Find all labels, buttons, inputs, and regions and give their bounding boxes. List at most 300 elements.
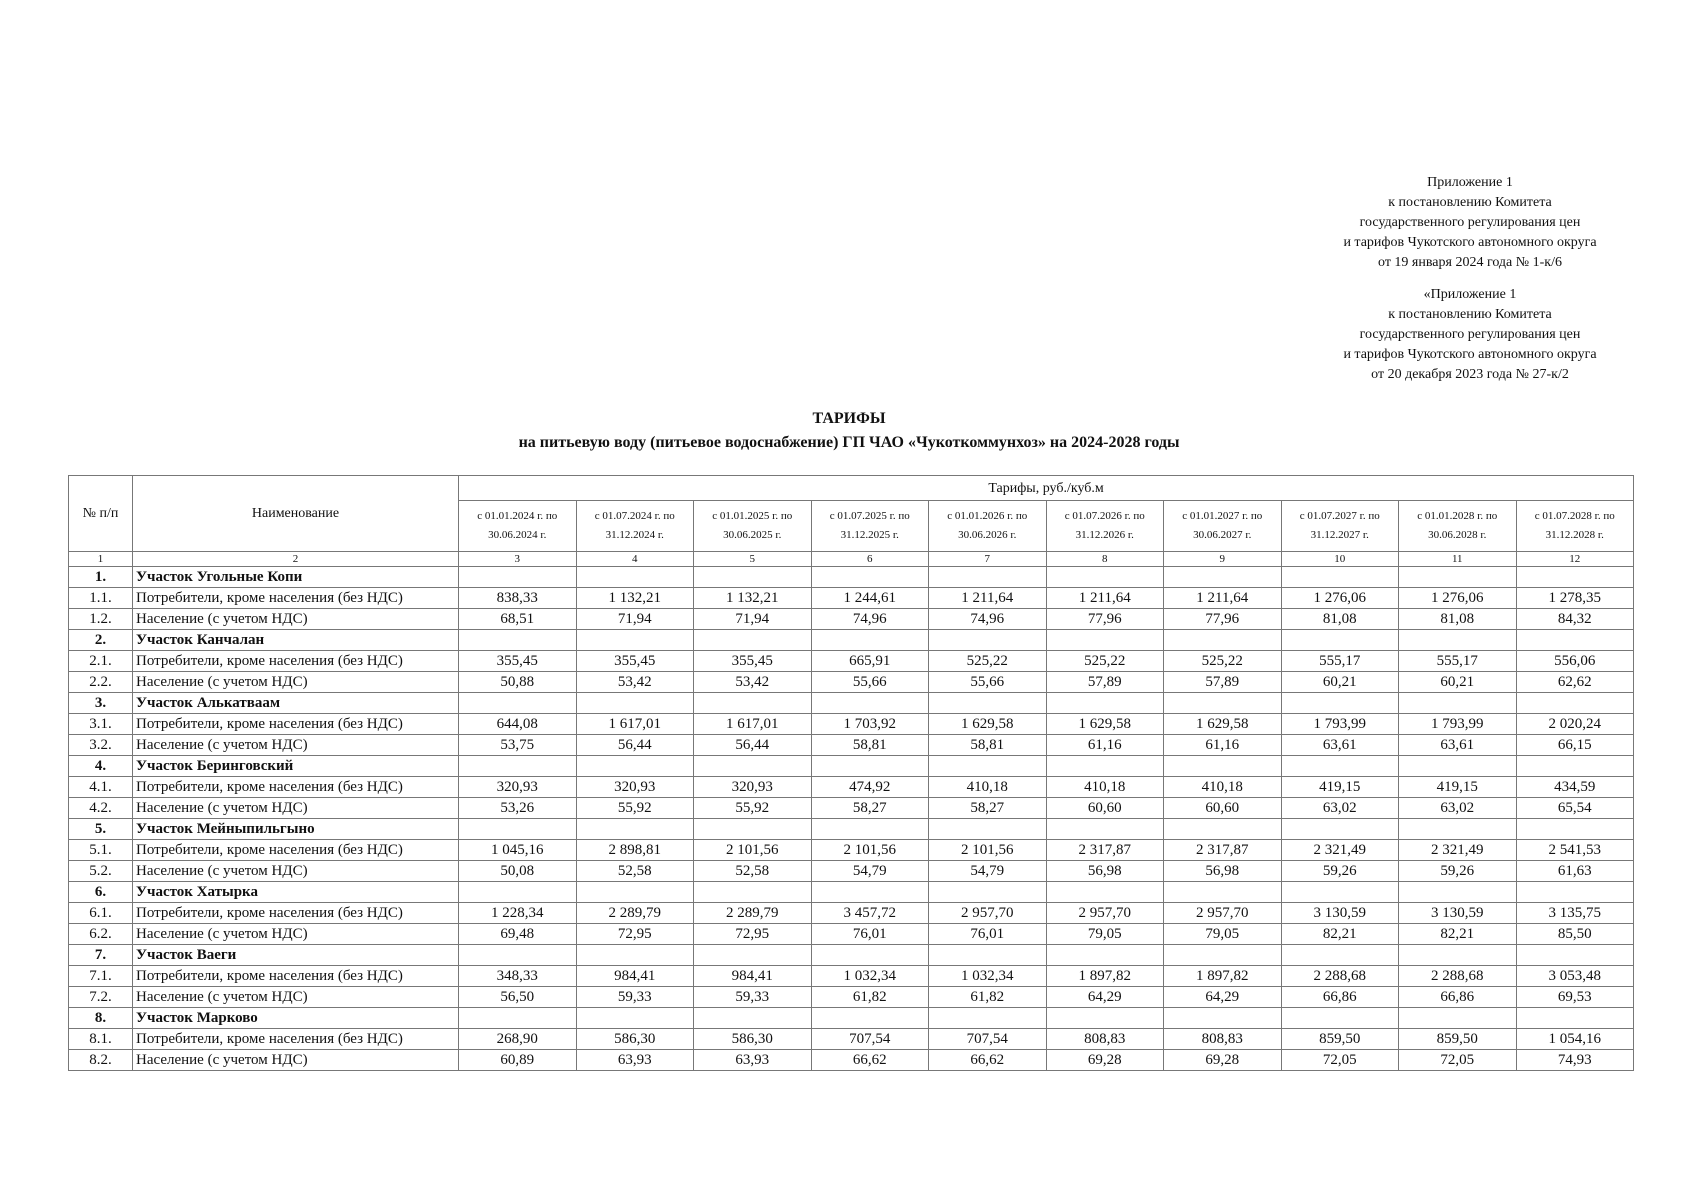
section-empty-cell [576,819,694,840]
tariff-value: 74,96 [929,609,1047,630]
table-row [69,777,1634,798]
tariff-value: 2 101,56 [811,840,929,861]
tariff-value: 66,62 [929,1050,1047,1071]
tariff-value: 55,92 [576,798,694,819]
tariff-value: 2 288,68 [1399,966,1517,987]
section-empty-cell [1046,819,1164,840]
tariff-value: 320,93 [694,777,812,798]
row-number: 5.2. [69,861,133,882]
section-empty-cell [929,882,1047,903]
table-row [69,714,1634,735]
tariff-value: 1 045,16 [459,840,577,861]
section-empty-cell [1164,693,1282,714]
section-name: Участок Угольные Копи [133,567,459,588]
section-number: 4. [69,756,133,777]
tariff-value: 410,18 [1164,777,1282,798]
column-number-1: 1 [69,552,133,567]
tariff-value: 2 101,56 [694,840,812,861]
tariff-value: 58,81 [811,735,929,756]
section-empty-cell [929,756,1047,777]
annex-current-line-2: к постановлению Комитета [1388,195,1552,210]
tariff-value: 66,15 [1516,735,1634,756]
tariff-value: 82,21 [1399,924,1517,945]
section-empty-cell [929,819,1047,840]
row-number: 4.1. [69,777,133,798]
tariff-value: 838,33 [459,588,577,609]
section-empty-cell [1516,630,1634,651]
row-number: 8.2. [69,1050,133,1071]
section-empty-cell [1046,1008,1164,1029]
table-row [69,1029,1634,1050]
row-name: Население (с учетом НДС) [133,735,459,756]
tariff-value: 586,30 [576,1029,694,1050]
tariff-value: 82,21 [1281,924,1399,945]
tariff-value: 3 130,59 [1281,903,1399,924]
tariff-value: 320,93 [576,777,694,798]
row-number: 8.1. [69,1029,133,1050]
row-name: Население (с учетом НДС) [133,609,459,630]
section-empty-cell [1046,945,1164,966]
tariff-value: 57,89 [1046,672,1164,693]
tariff-value: 1 032,34 [811,966,929,987]
section-name: Участок Канчалан [133,630,459,651]
section-number: 1. [69,567,133,588]
section-empty-cell [1281,1008,1399,1029]
row-number: 5.1. [69,840,133,861]
section-empty-cell [1281,693,1399,714]
section-row [69,630,1634,651]
column-number-4: 4 [576,552,694,567]
tariff-value: 81,08 [1399,609,1517,630]
tariff-value: 58,81 [929,735,1047,756]
section-name: Участок Мейныпильгыно [133,819,459,840]
tariff-value: 71,94 [576,609,694,630]
tariffs-table [68,475,1634,1071]
section-empty-cell [1164,567,1282,588]
tariff-value: 84,32 [1516,609,1634,630]
tariff-value: 76,01 [811,924,929,945]
annex-previous-line-3: государственного регулирования цен [1359,327,1581,342]
column-number-3: 3 [459,552,577,567]
tariff-value: 66,62 [811,1050,929,1071]
table-row [69,609,1634,630]
section-empty-cell [576,1008,694,1029]
tariff-value: 984,41 [576,966,694,987]
section-row [69,945,1634,966]
tariff-value: 61,16 [1164,735,1282,756]
section-empty-cell [1281,756,1399,777]
tariff-value: 1 211,64 [1164,588,1282,609]
row-name: Потребители, кроме населения (без НДС) [133,903,459,924]
tariff-value: 2 957,70 [1164,903,1282,924]
tariff-value: 2 317,87 [1164,840,1282,861]
column-number-6: 6 [811,552,929,567]
section-empty-cell [1399,945,1517,966]
tariff-value: 1 276,06 [1281,588,1399,609]
tariff-value: 1 211,64 [1046,588,1164,609]
tariff-value: 66,86 [1281,987,1399,1008]
row-name: Потребители, кроме населения (без НДС) [133,588,459,609]
tariff-value: 419,15 [1281,777,1399,798]
tariff-value: 2 020,24 [1516,714,1634,735]
section-empty-cell [459,1008,577,1029]
section-empty-cell [1281,630,1399,651]
section-empty-cell [1399,567,1517,588]
tariff-value: 52,58 [576,861,694,882]
section-empty-cell [811,1008,929,1029]
tariff-value: 555,17 [1399,651,1517,672]
row-name: Население (с учетом НДС) [133,798,459,819]
section-empty-cell [1281,567,1399,588]
tariff-value: 2 288,68 [1281,966,1399,987]
section-empty-cell [1046,756,1164,777]
section-empty-cell [811,756,929,777]
tariff-value: 54,79 [811,861,929,882]
section-empty-cell [1399,882,1517,903]
tariff-value: 1 278,35 [1516,588,1634,609]
tariff-value: 2 321,49 [1281,840,1399,861]
tariff-value: 53,42 [576,672,694,693]
table-row [69,651,1634,672]
row-number: 1.2. [69,609,133,630]
tariff-value: 1 617,01 [694,714,812,735]
section-empty-cell [1516,945,1634,966]
tariff-value: 63,02 [1399,798,1517,819]
section-name: Участок Ваеги [133,945,459,966]
tariff-value: 63,93 [576,1050,694,1071]
column-number-11: 11 [1399,552,1517,567]
tariff-value: 59,33 [694,987,812,1008]
tariff-value: 77,96 [1164,609,1282,630]
section-number: 8. [69,1008,133,1029]
section-empty-cell [1164,882,1282,903]
section-empty-cell [1516,819,1634,840]
tariff-value: 52,58 [694,861,812,882]
tariff-value: 1 211,64 [929,588,1047,609]
tariff-value: 419,15 [1399,777,1517,798]
tariff-value: 1 228,34 [459,903,577,924]
tariff-value: 72,95 [576,924,694,945]
tariff-value: 63,02 [1281,798,1399,819]
table-row [69,672,1634,693]
header-period-5: с 01.01.2026 г. по 30.06.2026 г. [929,501,1047,552]
section-row [69,819,1634,840]
table-body [69,567,1634,1071]
tariff-value: 268,90 [459,1029,577,1050]
tariff-value: 81,08 [1281,609,1399,630]
document-title [0,407,1698,455]
tariff-value: 58,27 [929,798,1047,819]
header-num-label: № п/п [82,506,119,521]
tariff-value: 2 101,56 [929,840,1047,861]
tariff-value: 1 703,92 [811,714,929,735]
tariff-value: 2 289,79 [576,903,694,924]
row-name: Население (с учетом НДС) [133,861,459,882]
header-row-column-numbers [69,552,1634,567]
tariff-value: 707,54 [811,1029,929,1050]
tariff-value: 64,29 [1046,987,1164,1008]
tariff-value: 55,66 [811,672,929,693]
row-name: Население (с учетом НДС) [133,987,459,1008]
column-number-12: 12 [1516,552,1634,567]
tariff-value: 59,33 [576,987,694,1008]
tariff-value: 2 898,81 [576,840,694,861]
section-empty-cell [1281,945,1399,966]
section-empty-cell [576,630,694,651]
tariff-value: 53,75 [459,735,577,756]
tariff-value: 61,63 [1516,861,1634,882]
header-period-3: с 01.01.2025 г. по 30.06.2025 г. [694,501,812,552]
tariff-value: 525,22 [929,651,1047,672]
table-row [69,735,1634,756]
tariff-value: 72,05 [1281,1050,1399,1071]
table-row [69,861,1634,882]
section-empty-cell [1164,756,1282,777]
section-empty-cell [694,945,812,966]
column-number-5: 5 [694,552,812,567]
section-empty-cell [459,630,577,651]
tariff-value: 1 897,82 [1046,966,1164,987]
annex-previous-line-5: от 20 декабря 2023 года № 27-к/2 [1371,367,1569,382]
table-row [69,798,1634,819]
section-empty-cell [576,945,694,966]
table-row [69,840,1634,861]
section-empty-cell [811,630,929,651]
tariff-value: 525,22 [1164,651,1282,672]
tariff-value: 54,79 [929,861,1047,882]
tariff-value: 60,21 [1281,672,1399,693]
annex-spacer [1290,273,1650,285]
header-period-6: с 01.07.2026 г. по 31.12.2026 г. [1046,501,1164,552]
tariff-value: 3 053,48 [1516,966,1634,987]
section-empty-cell [811,945,929,966]
section-empty-cell [694,567,812,588]
tariff-value: 60,60 [1164,798,1282,819]
row-name: Население (с учетом НДС) [133,672,459,693]
row-number: 2.2. [69,672,133,693]
section-name: Участок Марково [133,1008,459,1029]
tariff-value: 2 321,49 [1399,840,1517,861]
column-number-10: 10 [1281,552,1399,567]
tariff-value: 644,08 [459,714,577,735]
tariff-value: 3 457,72 [811,903,929,924]
tariff-value: 55,92 [694,798,812,819]
section-empty-cell [1516,693,1634,714]
tariff-value: 56,50 [459,987,577,1008]
annex-current-line-1: Приложение 1 [1427,175,1513,190]
section-empty-cell [929,630,1047,651]
row-name: Потребители, кроме населения (без НДС) [133,840,459,861]
section-empty-cell [1516,756,1634,777]
tariff-value: 85,50 [1516,924,1634,945]
section-empty-cell [1046,567,1164,588]
row-number: 4.2. [69,798,133,819]
table-row [69,987,1634,1008]
tariff-value: 57,89 [1164,672,1282,693]
tariff-value: 355,45 [459,651,577,672]
tariff-value: 1 629,58 [1164,714,1282,735]
tariff-value: 586,30 [694,1029,812,1050]
tariff-value: 56,44 [576,735,694,756]
tariff-value: 69,28 [1046,1050,1164,1071]
tariff-value: 60,21 [1399,672,1517,693]
tariff-value: 72,05 [1399,1050,1517,1071]
header-period-1: с 01.01.2024 г. по 30.06.2024 г. [459,501,577,552]
tariff-value: 65,54 [1516,798,1634,819]
tariff-value: 64,29 [1164,987,1282,1008]
tariff-value: 50,08 [459,861,577,882]
header-row-group [69,476,1634,501]
tariff-value: 984,41 [694,966,812,987]
tariff-value: 410,18 [929,777,1047,798]
tariff-value: 665,91 [811,651,929,672]
tariff-value: 320,93 [459,777,577,798]
tariff-value: 2 541,53 [1516,840,1634,861]
tariff-value: 74,93 [1516,1050,1634,1071]
table-row [69,588,1634,609]
header-name: Наименование [133,476,459,552]
section-number: 6. [69,882,133,903]
tariff-value: 1 132,21 [576,588,694,609]
tariff-value: 77,96 [1046,609,1164,630]
header-period-4: с 01.07.2025 г. по 31.12.2025 г. [811,501,929,552]
tariff-value: 59,26 [1399,861,1517,882]
header-period-10: с 01.07.2028 г. по 31.12.2028 г. [1516,501,1634,552]
tariff-value: 348,33 [459,966,577,987]
row-number: 6.2. [69,924,133,945]
column-number-7: 7 [929,552,1047,567]
section-empty-cell [1516,1008,1634,1029]
header-period-2: с 01.07.2024 г. по 31.12.2024 г. [576,501,694,552]
tariff-value: 60,89 [459,1050,577,1071]
section-empty-cell [459,882,577,903]
tariff-value: 69,28 [1164,1050,1282,1071]
section-empty-cell [1046,882,1164,903]
row-number: 7.1. [69,966,133,987]
tariff-value: 66,86 [1399,987,1517,1008]
tariff-value: 1 032,34 [929,966,1047,987]
section-empty-cell [929,567,1047,588]
tariff-value: 2 289,79 [694,903,812,924]
tariff-value: 72,95 [694,924,812,945]
section-empty-cell [459,945,577,966]
tariff-value: 69,48 [459,924,577,945]
tariff-value: 355,45 [576,651,694,672]
table-row [69,903,1634,924]
tariff-value: 61,82 [811,987,929,1008]
header-period-9: с 01.01.2028 г. по 30.06.2028 г. [1399,501,1517,552]
tariff-value: 707,54 [929,1029,1047,1050]
section-empty-cell [576,882,694,903]
row-number: 3.2. [69,735,133,756]
section-name: Участок Алькатваам [133,693,459,714]
annex-previous-line-2: к постановлению Комитета [1388,307,1552,322]
tariff-value: 1 629,58 [929,714,1047,735]
section-empty-cell [459,693,577,714]
tariff-value: 68,51 [459,609,577,630]
section-empty-cell [1164,630,1282,651]
section-empty-cell [694,882,812,903]
annex-current-line-3: государственного регулирования цен [1359,215,1581,230]
section-empty-cell [1399,1008,1517,1029]
tariff-value: 1 793,99 [1281,714,1399,735]
tariff-value: 79,05 [1164,924,1282,945]
tariff-value: 79,05 [1046,924,1164,945]
table-row [69,1050,1634,1071]
tariff-value: 63,61 [1281,735,1399,756]
tariff-value: 410,18 [1046,777,1164,798]
row-name: Население (с учетом НДС) [133,1050,459,1071]
section-number: 7. [69,945,133,966]
section-empty-cell [694,693,812,714]
title-subheading: на питьевую воду (питьевое водоснабжение) ГП ЧАО «Чукоткоммунхоз» на 2024-2028 годы [518,434,1180,451]
tariff-value: 1 276,06 [1399,588,1517,609]
section-empty-cell [1399,693,1517,714]
section-empty-cell [576,756,694,777]
tariff-value: 74,96 [811,609,929,630]
tariff-value: 71,94 [694,609,812,630]
column-number-8: 8 [1046,552,1164,567]
row-number: 2.1. [69,651,133,672]
tariff-value: 62,62 [1516,672,1634,693]
row-number: 6.1. [69,903,133,924]
section-row [69,693,1634,714]
tariff-value: 2 957,70 [1046,903,1164,924]
section-empty-cell [1164,945,1282,966]
row-number: 7.2. [69,987,133,1008]
row-number: 3.1. [69,714,133,735]
section-empty-cell [929,693,1047,714]
table-row [69,966,1634,987]
section-number: 5. [69,819,133,840]
section-empty-cell [459,567,577,588]
tariff-value: 1 629,58 [1046,714,1164,735]
section-row [69,567,1634,588]
tariff-value: 56,98 [1164,861,1282,882]
tariff-value: 1 793,99 [1399,714,1517,735]
table-header [69,476,1634,567]
row-name: Потребители, кроме населения (без НДС) [133,651,459,672]
title-heading: ТАРИФЫ [812,410,886,427]
tariff-value: 50,88 [459,672,577,693]
annex-current-line-4: и тарифов Чукотского автономного округа [1343,235,1597,250]
tariff-value: 1 897,82 [1164,966,1282,987]
annex-header [1290,173,1650,385]
tariff-value: 808,83 [1164,1029,1282,1050]
section-empty-cell [1281,882,1399,903]
row-name: Потребители, кроме населения (без НДС) [133,714,459,735]
section-empty-cell [1399,630,1517,651]
tariff-value: 555,17 [1281,651,1399,672]
section-empty-cell [929,1008,1047,1029]
section-row [69,756,1634,777]
section-empty-cell [459,756,577,777]
tariff-value: 56,98 [1046,861,1164,882]
tariff-value: 1 617,01 [576,714,694,735]
section-number: 3. [69,693,133,714]
section-name: Участок Хатырка [133,882,459,903]
annex-current-line-5: от 19 января 2024 года № 1-к/6 [1378,255,1562,270]
tariff-value: 61,16 [1046,735,1164,756]
section-empty-cell [1516,882,1634,903]
tariff-value: 63,61 [1399,735,1517,756]
tariff-value: 58,27 [811,798,929,819]
tariff-value: 808,83 [1046,1029,1164,1050]
tariff-value: 859,50 [1399,1029,1517,1050]
section-empty-cell [811,819,929,840]
section-empty-cell [1399,819,1517,840]
tariff-value: 53,26 [459,798,577,819]
